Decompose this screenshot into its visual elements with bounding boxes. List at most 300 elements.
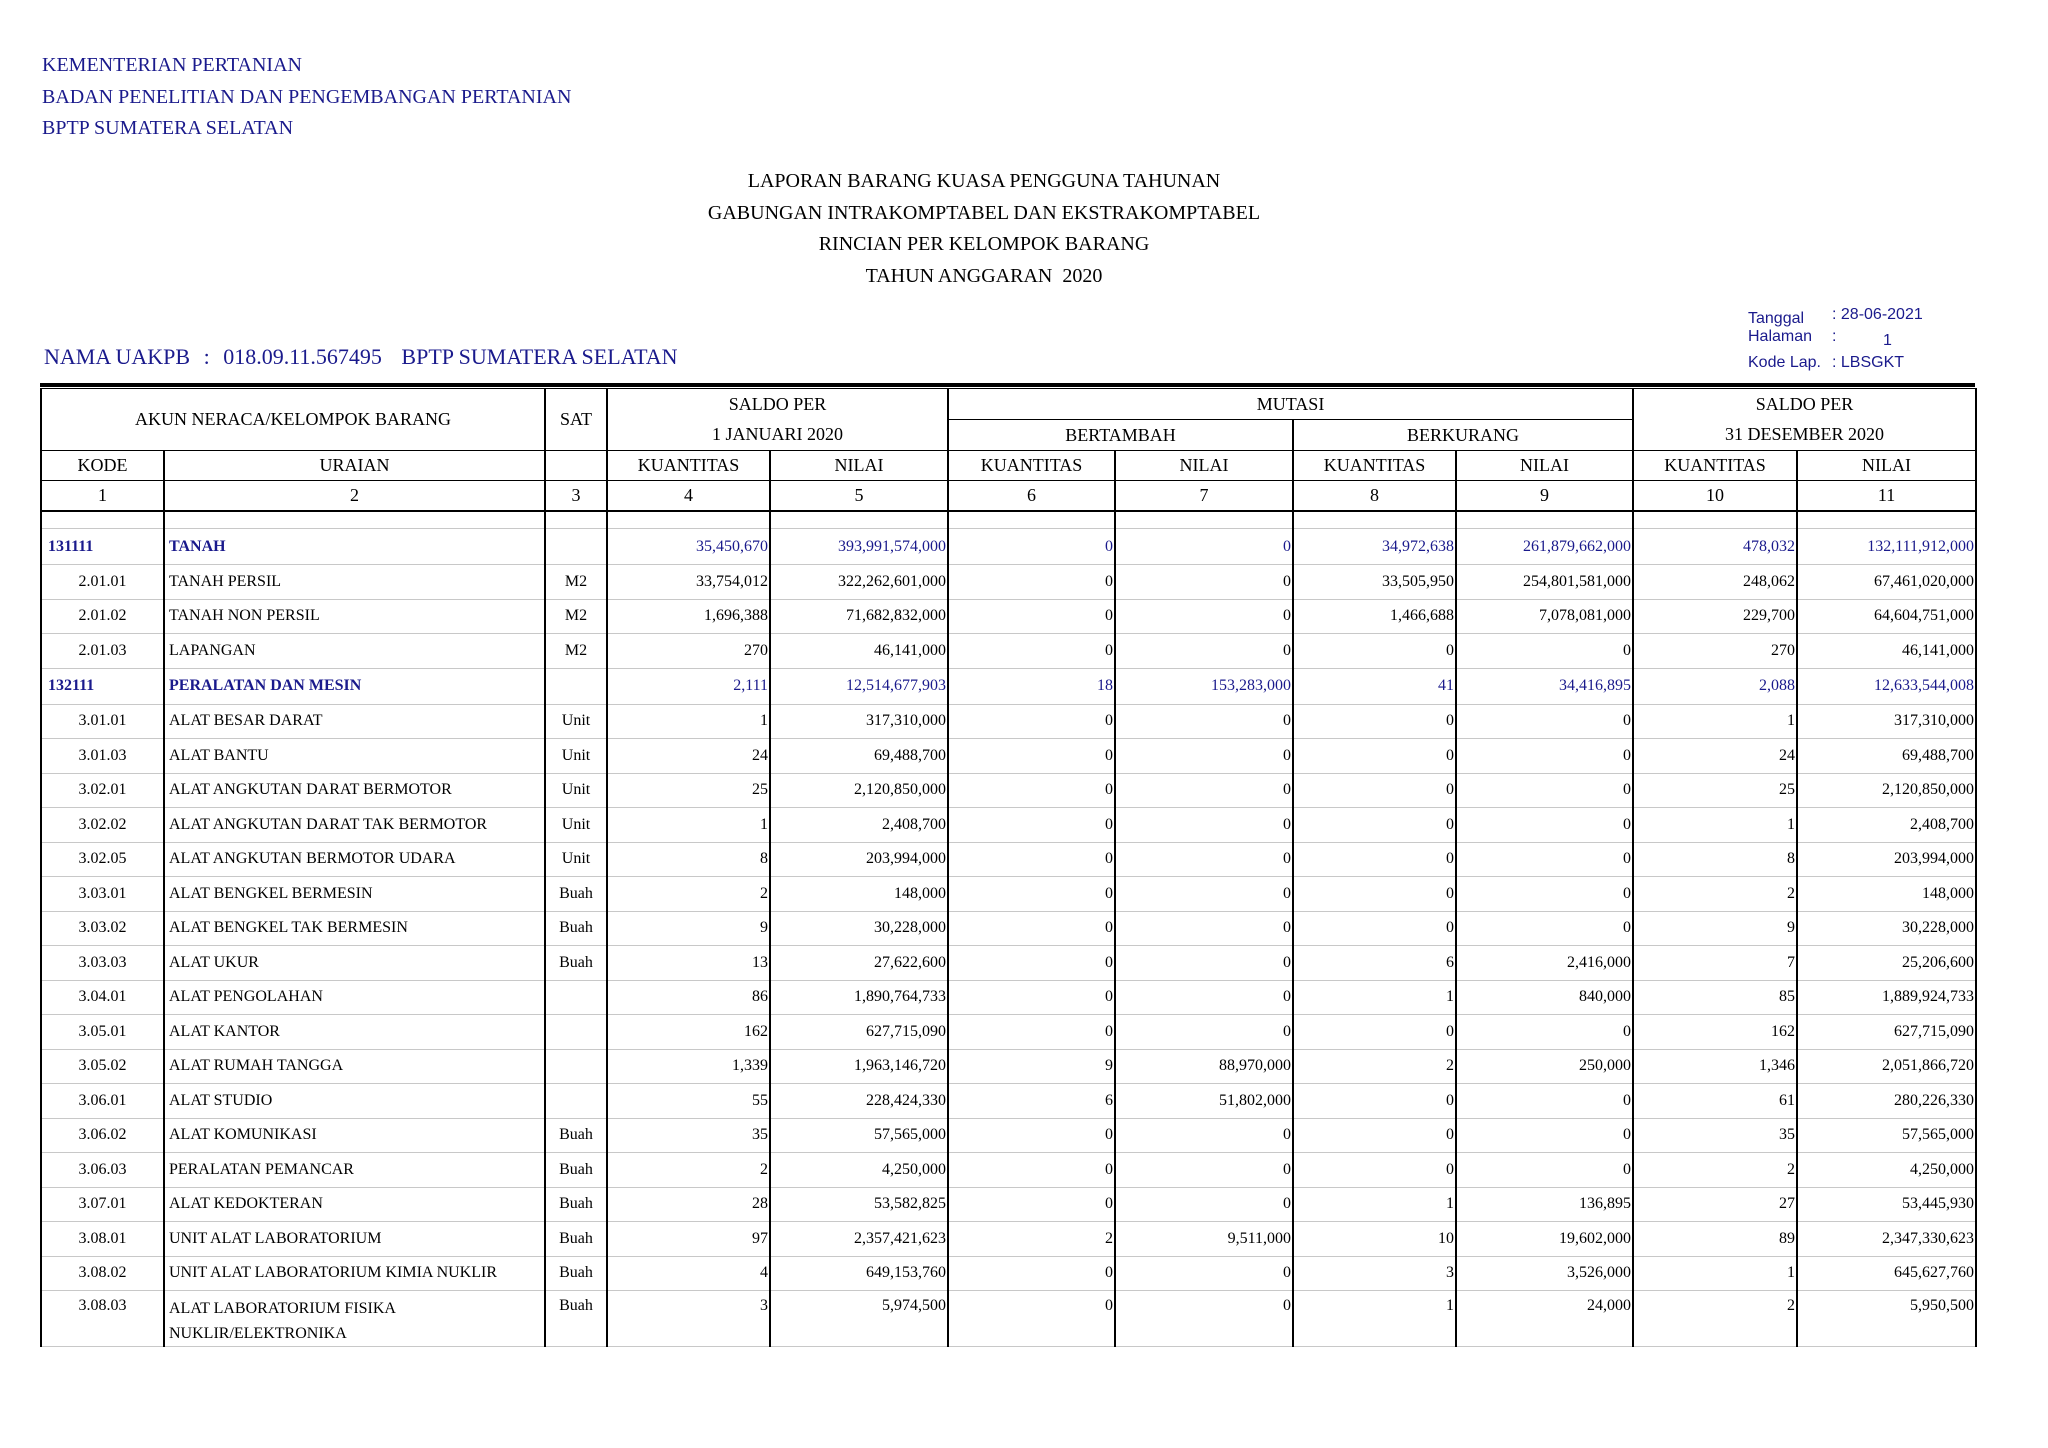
saldo-akhir-nilai-cell: 645,627,760 [1797,1256,1976,1291]
saldo-awal-kuantitas-cell: 2 [607,1153,770,1188]
uraian-cell: PERALATAN DAN MESIN [164,668,545,704]
bertambah-nilai-cell: 0 [1115,877,1293,912]
berkurang-kuantitas-cell: 34,972,638 [1293,529,1456,565]
berkurang-kuantitas-cell: 0 [1293,1084,1456,1119]
berkurang-kuantitas-cell: 1,466,688 [1293,599,1456,634]
uraian-cell: ALAT PENGOLAHAN [164,980,545,1015]
table-row [41,565,1976,600]
kode-cell: 3.02.05 [41,842,164,877]
bertambah-nilai-cell: 0 [1115,565,1293,600]
saldo-awal-kuantitas-cell: 35 [607,1118,770,1153]
saldo-akhir-kuantitas-cell: 25 [1633,773,1797,808]
sat-cell: M2 [545,599,607,634]
tanggal-label: Tanggal [1748,310,1805,327]
bertambah-nilai-cell: 9,511,000 [1115,1222,1293,1257]
saldo-akhir-kuantitas-cell: 162 [1633,1015,1797,1050]
berkurang-nilai-cell: 0 [1456,842,1633,877]
bertambah-nilai-cell: 0 [1115,946,1293,981]
berkurang-nilai-cell: 0 [1456,1015,1633,1050]
kode-cell: 3.03.02 [41,911,164,946]
report-title: LAPORAN BARANG KUASA PENGGUNA TAHUNAN [747,170,1221,192]
kode-lap-label: Kode Lap. [1748,354,1821,371]
bertambah-kuantitas-cell: 0 [948,842,1115,877]
bertambah-kuantitas-cell: 0 [948,808,1115,843]
saldo-akhir-nilai-cell: 2,408,700 [1797,808,1976,843]
saldo-awal-nilai-cell: 27,622,600 [770,946,948,981]
bertambah-kuantitas-cell: 0 [948,980,1115,1015]
berkurang-nilai-cell: 254,801,581,000 [1456,565,1633,600]
saldo-awal-kuantitas-cell: 1 [607,808,770,843]
saldo-akhir-kuantitas-cell: 1 [1633,704,1797,739]
bertambah-kuantitas-cell: 0 [948,565,1115,600]
sat-cell: Buah [545,911,607,946]
berkurang-header: BERKURANG [1293,420,1633,451]
saldo-awal-nilai-cell: 30,228,000 [770,911,948,946]
uakpb-name: BPTP SUMATERA SELATAN [401,344,678,369]
bertambah-kuantitas-cell: 0 [948,773,1115,808]
nilai-header-11: NILAI [1797,451,1976,481]
saldo-akhir-header-2: 31 DESEMBER 2020 [1633,420,1976,451]
saldo-awal-kuantitas-cell: 97 [607,1222,770,1257]
berkurang-nilai-cell: 0 [1456,808,1633,843]
table-row [41,1153,1976,1188]
column-number: 9 [1456,481,1633,512]
bertambah-nilai-cell: 0 [1115,842,1293,877]
bertambah-kuantitas-cell: 0 [948,911,1115,946]
bertambah-nilai-cell: 0 [1115,739,1293,774]
saldo-akhir-nilai-cell: 1,889,924,733 [1797,980,1976,1015]
berkurang-nilai-cell: 0 [1456,773,1633,808]
uraian-cell: TANAH NON PERSIL [164,599,545,634]
bertambah-kuantitas-cell: 0 [948,529,1115,565]
bertambah-nilai-cell: 0 [1115,704,1293,739]
berkurang-nilai-cell: 0 [1456,1084,1633,1119]
kode-cell: 3.02.02 [41,808,164,843]
bertambah-kuantitas-cell: 0 [948,877,1115,912]
saldo-akhir-kuantitas-cell: 85 [1633,980,1797,1015]
berkurang-kuantitas-cell: 10 [1293,1222,1456,1257]
table-row [41,842,1976,877]
saldo-akhir-kuantitas-cell: 27 [1633,1187,1797,1222]
uraian-cell: UNIT ALAT LABORATORIUM [164,1222,545,1257]
sat-header: SAT [545,389,607,451]
bertambah-nilai-cell: 0 [1115,1015,1293,1050]
saldo-akhir-nilai-cell: 67,461,020,000 [1797,565,1976,600]
uraian-cell: LAPANGAN [164,634,545,669]
saldo-awal-kuantitas-cell: 3 [607,1291,770,1347]
saldo-awal-nilai-cell: 69,488,700 [770,739,948,774]
table-row [41,704,1976,739]
berkurang-nilai-cell: 0 [1456,739,1633,774]
column-number: 3 [545,481,607,512]
table-row [41,1187,1976,1222]
kuantitas-header-4: KUANTITAS [607,451,770,481]
table-row [41,1222,1976,1257]
column-number: 4 [607,481,770,512]
uakpb-line [44,344,686,370]
berkurang-nilai-cell: 250,000 [1456,1049,1633,1084]
berkurang-nilai-cell: 840,000 [1456,980,1633,1015]
bertambah-kuantitas-cell: 0 [948,1015,1115,1050]
saldo-awal-kuantitas-cell: 13 [607,946,770,981]
uakpb-label: NAMA UAKPB [44,344,191,369]
sat-cell [545,980,607,1015]
bertambah-nilai-cell: 0 [1115,1153,1293,1188]
report-table [40,388,1977,1347]
saldo-awal-kuantitas-cell: 28 [607,1187,770,1222]
saldo-awal-nilai-cell: 228,424,330 [770,1084,948,1119]
sat-cell [545,1049,607,1084]
berkurang-kuantitas-cell: 0 [1293,1153,1456,1188]
column-number: 10 [1633,481,1797,512]
berkurang-kuantitas-cell: 0 [1293,773,1456,808]
saldo-awal-nilai-cell: 57,565,000 [770,1118,948,1153]
uakpb-sep: : [203,344,210,369]
bertambah-nilai-cell: 0 [1115,634,1293,669]
sat-cell [545,1015,607,1050]
saldo-akhir-nilai-cell: 25,206,600 [1797,946,1976,981]
uraian-cell: ALAT BENGKEL TAK BERMESIN [164,911,545,946]
berkurang-nilai-cell: 0 [1456,1118,1633,1153]
uraian-cell: TANAH PERSIL [164,565,545,600]
saldo-awal-nilai-cell: 71,682,832,000 [770,599,948,634]
saldo-awal-nilai-cell: 46,141,000 [770,634,948,669]
saldo-akhir-kuantitas-cell: 8 [1633,842,1797,877]
uraian-cell: ALAT ANGKUTAN DARAT TAK BERMOTOR [164,808,545,843]
saldo-akhir-nilai-cell: 53,445,930 [1797,1187,1976,1222]
bertambah-kuantitas-cell: 0 [948,1118,1115,1153]
saldo-awal-nilai-cell: 1,890,764,733 [770,980,948,1015]
saldo-awal-nilai-cell: 393,991,574,000 [770,529,948,565]
berkurang-nilai-cell: 0 [1456,911,1633,946]
saldo-awal-nilai-cell: 2,357,421,623 [770,1222,948,1257]
column-number: 6 [948,481,1115,512]
saldo-akhir-kuantitas-cell: 61 [1633,1084,1797,1119]
uraian-cell: ALAT BESAR DARAT [164,704,545,739]
sat-cell: Buah [545,1187,607,1222]
uraian-cell: ALAT LABORATORIUM FISIKA NUKLIR/ELEKTRONIKA [164,1291,545,1347]
berkurang-kuantitas-cell: 0 [1293,842,1456,877]
column-number: 11 [1797,481,1976,512]
saldo-awal-kuantitas-cell: 4 [607,1256,770,1291]
kode-cell: 3.01.01 [41,704,164,739]
column-number: 7 [1115,481,1293,512]
berkurang-nilai-cell: 19,602,000 [1456,1222,1633,1257]
saldo-akhir-kuantitas-cell: 2 [1633,877,1797,912]
bertambah-kuantitas-cell: 2 [948,1222,1115,1257]
kuantitas-header-10: KUANTITAS [1633,451,1797,481]
sat-cell [545,668,607,704]
saldo-akhir-nilai-cell: 132,111,912,000 [1797,529,1976,565]
saldo-akhir-nilai-cell: 30,228,000 [1797,911,1976,946]
bertambah-kuantitas-cell: 0 [948,634,1115,669]
saldo-akhir-nilai-cell: 46,141,000 [1797,634,1976,669]
berkurang-kuantitas-cell: 6 [1293,946,1456,981]
sat-cell: Buah [545,1153,607,1188]
berkurang-nilai-cell: 0 [1456,634,1633,669]
saldo-akhir-nilai-cell: 280,226,330 [1797,1084,1976,1119]
saldo-awal-kuantitas-cell: 2,111 [607,668,770,704]
kode-cell: 3.03.01 [41,877,164,912]
saldo-awal-kuantitas-cell: 35,450,670 [607,529,770,565]
bertambah-nilai-cell: 0 [1115,1118,1293,1153]
berkurang-nilai-cell: 34,416,895 [1456,668,1633,704]
uraian-cell: ALAT STUDIO [164,1084,545,1119]
report-detail: RINCIAN PER KELOMPOK BARANG [818,233,1150,255]
uraian-cell: PERALATAN PEMANCAR [164,1153,545,1188]
kode-cell: 131111 [41,529,164,565]
berkurang-kuantitas-cell: 1 [1293,980,1456,1015]
sat-cell: Unit [545,842,607,877]
kode-cell: 3.05.02 [41,1049,164,1084]
saldo-akhir-nilai-cell: 12,633,544,008 [1797,668,1976,704]
saldo-akhir-kuantitas-cell: 89 [1633,1222,1797,1257]
saldo-akhir-kuantitas-cell: 248,062 [1633,565,1797,600]
kode-cell: 132111 [41,668,164,704]
bertambah-header: BERTAMBAH [948,420,1293,451]
saldo-akhir-kuantitas-cell: 270 [1633,634,1797,669]
bertambah-nilai-cell: 88,970,000 [1115,1049,1293,1084]
bertambah-nilai-cell: 0 [1115,980,1293,1015]
berkurang-kuantitas-cell: 0 [1293,808,1456,843]
kode-cell: 3.05.01 [41,1015,164,1050]
bertambah-kuantitas-cell: 0 [948,1153,1115,1188]
kode-cell: 3.01.03 [41,739,164,774]
bertambah-kuantitas-cell: 0 [948,704,1115,739]
sat-cell: Buah [545,1222,607,1257]
table-row [41,739,1976,774]
saldo-akhir-kuantitas-cell: 9 [1633,911,1797,946]
bertambah-nilai-cell: 0 [1115,911,1293,946]
berkurang-kuantitas-cell: 0 [1293,1015,1456,1050]
berkurang-kuantitas-cell: 3 [1293,1256,1456,1291]
berkurang-kuantitas-cell: 0 [1293,1118,1456,1153]
berkurang-kuantitas-cell: 1 [1293,1187,1456,1222]
berkurang-kuantitas-cell: 0 [1293,877,1456,912]
saldo-akhir-nilai-cell: 203,994,000 [1797,842,1976,877]
bertambah-kuantitas-cell: 0 [948,946,1115,981]
saldo-awal-nilai-cell: 203,994,000 [770,842,948,877]
table-row [41,808,1976,843]
sat-cell: Buah [545,1118,607,1153]
tanggal-value: : 28-06-2021 [1832,306,1923,323]
uraian-cell: ALAT KEDOKTERAN [164,1187,545,1222]
kode-cell: 3.06.03 [41,1153,164,1188]
sat-cell [545,529,607,565]
kode-cell: 2.01.01 [41,565,164,600]
uraian-cell: ALAT UKUR [164,946,545,981]
saldo-akhir-kuantitas-cell: 478,032 [1633,529,1797,565]
saldo-awal-kuantitas-cell: 25 [607,773,770,808]
saldo-akhir-kuantitas-cell: 2 [1633,1153,1797,1188]
berkurang-nilai-cell: 136,895 [1456,1187,1633,1222]
uraian-cell: ALAT KANTOR [164,1015,545,1050]
mutasi-header: MUTASI [948,389,1633,420]
saldo-awal-nilai-cell: 322,262,601,000 [770,565,948,600]
uraian-cell: ALAT ANGKUTAN BERMOTOR UDARA [164,842,545,877]
saldo-awal-nilai-cell: 627,715,090 [770,1015,948,1050]
organization-header [42,50,571,145]
saldo-awal-kuantitas-cell: 1,339 [607,1049,770,1084]
table-row [41,911,1976,946]
nilai-header-7: NILAI [1115,451,1293,481]
column-number-row [41,481,1976,512]
sat-empty-header [545,451,607,481]
saldo-awal-nilai-cell: 12,514,677,903 [770,668,948,704]
kode-cell: 3.07.01 [41,1187,164,1222]
saldo-akhir-kuantitas-cell: 7 [1633,946,1797,981]
saldo-akhir-kuantitas-cell: 2,088 [1633,668,1797,704]
saldo-akhir-nilai-cell: 148,000 [1797,877,1976,912]
sat-cell: M2 [545,634,607,669]
bertambah-kuantitas-cell: 0 [948,1187,1115,1222]
saldo-akhir-header-1: SALDO PER [1633,389,1976,420]
berkurang-nilai-cell: 0 [1456,1153,1633,1188]
saldo-awal-nilai-cell: 649,153,760 [770,1256,948,1291]
report-subtitle: GABUNGAN INTRAKOMPTABEL DAN EKSTRAKOMPTABEL [707,201,1261,224]
kode-cell: 2.01.02 [41,599,164,634]
bertambah-nilai-cell: 153,283,000 [1115,668,1293,704]
saldo-akhir-nilai-cell: 2,347,330,623 [1797,1222,1976,1257]
sat-cell: Buah [545,877,607,912]
table-row [41,946,1976,981]
berkurang-kuantitas-cell: 1 [1293,1291,1456,1347]
kode-cell: 3.08.02 [41,1256,164,1291]
bertambah-kuantitas-cell: 0 [948,599,1115,634]
column-number: 8 [1293,481,1456,512]
berkurang-kuantitas-cell: 0 [1293,634,1456,669]
saldo-awal-header-2: 1 JANUARI 2020 [607,420,948,451]
saldo-akhir-nilai-cell: 69,488,700 [1797,739,1976,774]
saldo-akhir-kuantitas-cell: 2 [1633,1291,1797,1347]
kode-cell: 3.03.03 [41,946,164,981]
kode-cell: 3.02.01 [41,773,164,808]
bertambah-nilai-cell: 0 [1115,808,1293,843]
spacer-row [41,511,1976,529]
halaman-sep: : [1832,328,1837,345]
bertambah-nilai-cell: 0 [1115,773,1293,808]
saldo-awal-kuantitas-cell: 270 [607,634,770,669]
bertambah-kuantitas-cell: 0 [948,1256,1115,1291]
group-row [41,668,1976,704]
table-row [41,1118,1976,1153]
berkurang-nilai-cell: 24,000 [1456,1291,1633,1347]
saldo-awal-nilai-cell: 1,963,146,720 [770,1049,948,1084]
table-row [41,1084,1976,1119]
kuantitas-header-8: KUANTITAS [1293,451,1456,481]
bertambah-nilai-cell: 0 [1115,1291,1293,1347]
saldo-awal-kuantitas-cell: 33,754,012 [607,565,770,600]
column-number: 2 [164,481,545,512]
uraian-cell: UNIT ALAT LABORATORIUM KIMIA NUKLIR [164,1256,545,1291]
kode-lap-value: : LBSGKT [1832,354,1905,371]
saldo-akhir-nilai-cell: 2,051,866,720 [1797,1049,1976,1084]
org-unit: BPTP SUMATERA SELATAN [42,117,294,139]
saldo-akhir-nilai-cell: 5,950,500 [1797,1291,1976,1347]
bertambah-kuantitas-cell: 0 [948,739,1115,774]
berkurang-nilai-cell: 261,879,662,000 [1456,529,1633,565]
bertambah-nilai-cell: 0 [1115,1187,1293,1222]
saldo-awal-kuantitas-cell: 2 [607,877,770,912]
kode-cell: 3.06.01 [41,1084,164,1119]
saldo-awal-kuantitas-cell: 55 [607,1084,770,1119]
saldo-awal-kuantitas-cell: 162 [607,1015,770,1050]
saldo-akhir-nilai-cell: 627,715,090 [1797,1015,1976,1050]
uraian-cell: ALAT BANTU [164,739,545,774]
berkurang-nilai-cell: 2,416,000 [1456,946,1633,981]
table-row [41,1291,1976,1347]
kode-cell: 3.08.01 [41,1222,164,1257]
kode-cell: 2.01.03 [41,634,164,669]
uraian-cell: ALAT KOMUNIKASI [164,1118,545,1153]
akun-header: AKUN NERACA/KELOMPOK BARANG [41,389,545,451]
saldo-akhir-kuantitas-cell: 229,700 [1633,599,1797,634]
halaman-value: 1 [1883,332,1892,349]
saldo-awal-kuantitas-cell: 24 [607,739,770,774]
saldo-akhir-nilai-cell: 4,250,000 [1797,1153,1976,1188]
berkurang-nilai-cell: 7,078,081,000 [1456,599,1633,634]
sat-cell [545,1084,607,1119]
table-row [41,1015,1976,1050]
saldo-awal-nilai-cell: 2,120,850,000 [770,773,948,808]
top-rule [40,383,1975,387]
table-row [41,1256,1976,1291]
saldo-awal-nilai-cell: 2,408,700 [770,808,948,843]
saldo-akhir-kuantitas-cell: 24 [1633,739,1797,774]
bertambah-kuantitas-cell: 18 [948,668,1115,704]
org-ministry: KEMENTERIAN PERTANIAN [42,54,302,76]
saldo-akhir-kuantitas-cell: 1 [1633,1256,1797,1291]
berkurang-nilai-cell: 3,526,000 [1456,1256,1633,1291]
nilai-header-5: NILAI [770,451,948,481]
bertambah-nilai-cell: 0 [1115,529,1293,565]
saldo-akhir-nilai-cell: 64,604,751,000 [1797,599,1976,634]
saldo-akhir-kuantitas-cell: 1 [1633,808,1797,843]
berkurang-nilai-cell: 0 [1456,704,1633,739]
uraian-cell: ALAT BENGKEL BERMESIN [164,877,545,912]
berkurang-kuantitas-cell: 0 [1293,911,1456,946]
sat-cell: Unit [545,808,607,843]
saldo-awal-nilai-cell: 53,582,825 [770,1187,948,1222]
saldo-awal-nilai-cell: 5,974,500 [770,1291,948,1347]
column-number: 1 [41,481,164,512]
kode-cell: 3.06.02 [41,1118,164,1153]
bertambah-kuantitas-cell: 9 [948,1049,1115,1084]
saldo-awal-kuantitas-cell: 1,696,388 [607,599,770,634]
saldo-awal-nilai-cell: 317,310,000 [770,704,948,739]
uraian-cell: ALAT RUMAH TANGGA [164,1049,545,1084]
berkurang-nilai-cell: 0 [1456,877,1633,912]
uraian-header: URAIAN [164,451,545,481]
sat-cell: Unit [545,739,607,774]
sat-cell: M2 [545,565,607,600]
berkurang-kuantitas-cell: 41 [1293,668,1456,704]
report-rows [41,511,1976,1347]
bertambah-nilai-cell: 0 [1115,1256,1293,1291]
saldo-awal-header-1: SALDO PER [607,389,948,420]
sat-cell: Buah [545,946,607,981]
kode-cell: 3.04.01 [41,980,164,1015]
saldo-awal-kuantitas-cell: 8 [607,842,770,877]
bertambah-kuantitas-cell: 0 [948,1291,1115,1347]
table-row [41,599,1976,634]
bertambah-nilai-cell: 51,802,000 [1115,1084,1293,1119]
saldo-akhir-nilai-cell: 317,310,000 [1797,704,1976,739]
berkurang-kuantitas-cell: 2 [1293,1049,1456,1084]
saldo-awal-kuantitas-cell: 86 [607,980,770,1015]
sat-cell: Unit [545,704,607,739]
saldo-akhir-kuantitas-cell: 1,346 [1633,1049,1797,1084]
